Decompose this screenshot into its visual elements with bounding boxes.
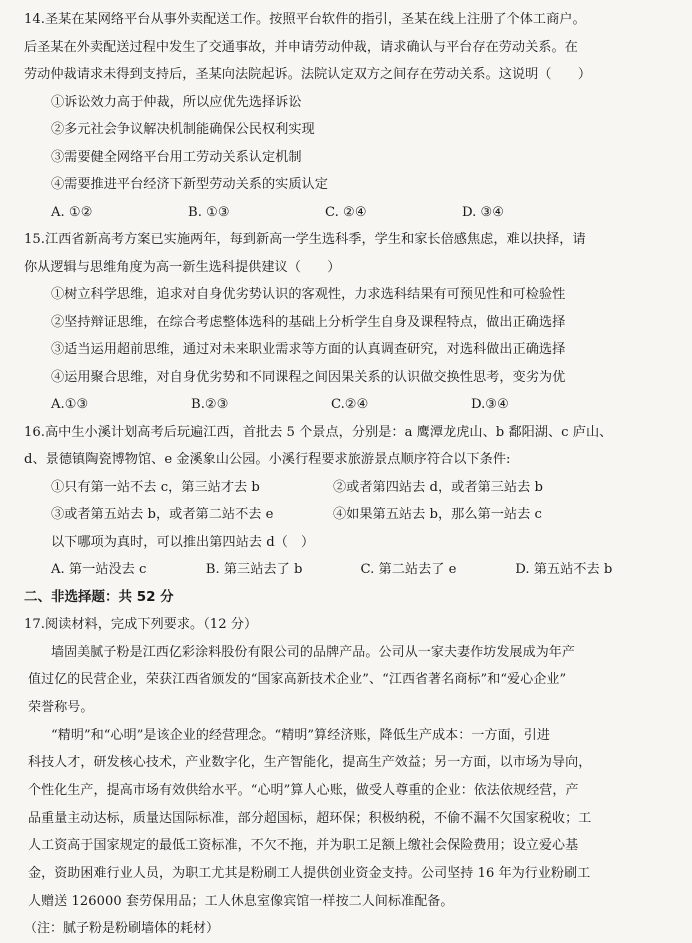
question-stem-line: 劳动仲裁请求未得到支持后，圣某向法院起诉。法院认定双方之间存在劳动关系。这说明（ ）: [24, 67, 592, 82]
question-stem-line: 16.高中生小溪计划高考后玩遍江西，首批去 5 个景点，分别是：a 鹰潭龙虎山、b 鄱阳湖、c 庐山、: [24, 424, 613, 440]
question-stem-line: 14.圣某在某网络平台从事外卖配送工作。按照平台软件的指引，圣某在线上注册了个体工商户。: [24, 12, 586, 27]
material-line: 个性化生产，提高市场有效供给水平。“心明”算人心账，做受人尊重的企业：依法依规经营，产: [28, 782, 579, 798]
question-stem-line: d、景德镇陶瓷博物馆、e 金溪象山公园。小溪行程要求旅游景点顺序符合以下条件:: [24, 452, 511, 467]
question-14: [24, 6, 670, 226]
material-line: 墙固美腻子粉是江西亿彩涂料股份有限公司的品牌产品。公司从一家夫妻作坊发展成为年产: [51, 644, 576, 660]
question-15: [24, 226, 670, 419]
option-c[interactable]: C.②④: [331, 397, 369, 412]
condition-2: ②或者第四站去 d，或者第三站去 b: [333, 479, 543, 495]
statement-2: ②坚持辩证思维，在综合考虑整体选科的基础上分析学生自身及课程特点，做出正确选择: [51, 314, 566, 330]
option-b[interactable]: B.②③: [191, 397, 229, 412]
statement-1: ①树立科学思维，追求对自身优劣势认识的客观性，力求选科结果有可预见性和可检验性: [51, 287, 566, 302]
question-stem-line: 你从逻辑与思维角度为高一新生选科提供建议（ ）: [24, 259, 341, 275]
material-line: 科技人才，研发核心技术，产业数字化，生产智能化，提高生产效益；另一方面，以市场为导向，: [28, 755, 592, 771]
statement-4: ④运用聚合思维，对自身优劣势和不同课程之间因果关系的认识做交换性思考，变劣为优: [51, 369, 566, 385]
material-line: 人工资高于国家规定的最低工资标准，不欠不拖，并为职工足额上缴社会保险费用；设立爱心基: [28, 838, 579, 854]
option-c[interactable]: C. 第二站去了 e: [360, 562, 457, 577]
answer-options: [24, 391, 670, 419]
answer-options: [24, 556, 670, 584]
condition-1: ①只有第一站不去 c，第三站才去 b: [51, 479, 260, 495]
statement-2: ②多元社会争议解决机制能确保公民权利实现: [51, 122, 315, 137]
statement-1: ①诉讼效力高于仲裁，所以应优先选择诉讼: [51, 94, 302, 110]
option-d[interactable]: D. ③④: [462, 204, 505, 220]
statement-3: ③需要健全网络平台用工劳动关系认定机制: [51, 149, 302, 165]
option-b[interactable]: B. 第三站去了 b: [205, 562, 303, 577]
conditions-row: [24, 474, 670, 502]
question-17: [24, 611, 670, 943]
material-line: “精明”和“心明”是该企业的经营理念。“精明”算经济账，降低生产成本：一方面，引进: [51, 727, 550, 743]
condition-3: ③或者第五站去 b，或者第二站不去 e: [51, 507, 274, 522]
option-d[interactable]: D. 第五站不去 b: [515, 562, 613, 577]
question-stem-line: 后圣某在外卖配送过程中发生了交通事故，并申请劳动仲裁，请求确认与平台存在劳动关系。在: [24, 39, 578, 55]
option-a[interactable]: A.①③: [51, 397, 89, 412]
option-b[interactable]: B. ①③: [188, 204, 230, 220]
answer-options: [24, 199, 670, 227]
section-heading: 二、非选择题：共 52 分: [24, 588, 174, 605]
option-a[interactable]: A. ①②: [51, 204, 93, 220]
material-line: 荣誉称号。: [28, 699, 94, 715]
condition-4: ④如果第五站去 b，那么第一站去 c: [333, 507, 542, 522]
question-stem-line: 17.阅读材料，完成下列要求。（12 分）: [24, 617, 258, 632]
material-line: 品重量主动达标，质量达国际标准，部分超国标，超环保；积极纳税，不偷不漏不欠国家税收；工: [28, 810, 592, 826]
material-line: 人赠送 126000 套劳保用品；工人休息室像宾馆一样按二人间标准配备。: [28, 893, 454, 909]
material-line: 值过亿的民营企业，荣获江西省颁发的“国家高新技术企业”、“江西省著名商标”和“爱心企业”: [28, 672, 567, 688]
material-line: 金，资助困难行业人员，为职工尤其是粉刷工人提供创业资金支持。公司坚持 16 年为行业粉刷工: [28, 866, 591, 881]
statement-3: ③适当运用超前思维，通过对未来职业需求等方面的认真调查研究，对选科做出正确选择: [51, 342, 566, 357]
option-c[interactable]: C. ②④: [325, 204, 367, 220]
material-note: （注：腻子粉是粉刷墙体的耗材）: [24, 921, 220, 937]
question-ask: 以下哪项为真时，可以推出第四站去 d（ ）: [51, 534, 315, 550]
option-a[interactable]: A. 第一站没去 c: [51, 562, 147, 577]
statement-4: ④需要推进平台经济下新型劳动关系的实质认定: [51, 177, 328, 192]
conditions-row: [24, 501, 670, 529]
question-stem-line: 15.江西省新高考方案已实施两年，每到新高一学生选科季，学生和家长倍感焦虑，难以抉择，请: [24, 232, 586, 247]
option-d[interactable]: D.③④: [471, 397, 509, 412]
reading-material: [24, 639, 670, 916]
question-16: [24, 419, 670, 584]
